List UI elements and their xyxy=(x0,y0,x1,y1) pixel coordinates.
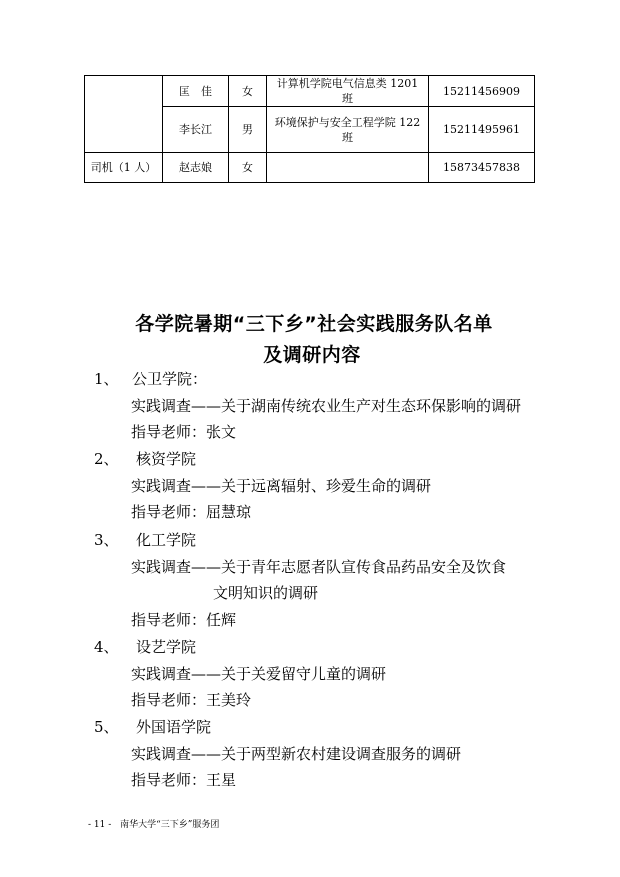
gender-cell: 男 xyxy=(229,107,267,153)
gender-cell: 女 xyxy=(229,153,267,183)
member-table xyxy=(84,75,535,183)
section-college: 公卫学院： xyxy=(132,370,208,388)
section-number: 3、 xyxy=(94,531,119,549)
table-row xyxy=(85,153,535,183)
role-cell: 司机（1 人） xyxy=(85,153,163,183)
name-cell: 李长江 xyxy=(163,107,229,153)
page-subtitle: 及调研内容 xyxy=(263,344,361,366)
section-college: 化工学院 xyxy=(136,531,197,549)
dept-line: 班 xyxy=(342,130,353,144)
dept-cell xyxy=(267,107,429,153)
section-survey: 实践调查——关于青年志愿者队宣传食品药品安全及饮食 xyxy=(131,558,507,576)
gender-cell: 女 xyxy=(229,76,267,107)
role-cell xyxy=(85,76,163,153)
section-survey: 实践调查——关于两型新农村建设调查服务的调研 xyxy=(131,745,462,763)
dept-line: 环境保护与安全工程学院 122 xyxy=(274,115,421,129)
section-survey-continued: 文明知识的调研 xyxy=(213,584,319,602)
section-college: 核资学院 xyxy=(136,450,197,468)
section-survey: 实践调查——关于湖南传统农业生产对生态环保影响的调研 xyxy=(131,397,522,415)
section-teacher: 指导老师：屈慧琼 xyxy=(131,503,252,521)
section-number: 5、 xyxy=(94,718,119,736)
phone-cell: 15873457838 xyxy=(429,153,535,183)
page-footer xyxy=(88,817,225,830)
page-title: 各学院暑期“三下乡”社会实践服务队名单 xyxy=(135,313,493,335)
section-teacher: 指导老师：王星 xyxy=(131,771,237,789)
footer-org: 南华大学“三下乡”服务团 xyxy=(120,820,220,830)
section-college: 外国语学院 xyxy=(136,718,212,736)
section-survey: 实践调查——关于远离辐射、珍爱生命的调研 xyxy=(131,477,432,495)
section-college: 设艺学院 xyxy=(136,638,197,656)
table-row xyxy=(85,76,535,107)
section-teacher: 指导老师：任辉 xyxy=(131,611,237,629)
section-number: 1、 xyxy=(94,370,119,388)
section-teacher: 指导老师：王美玲 xyxy=(131,691,252,709)
dept-cell xyxy=(267,153,429,183)
section-survey: 实践调查——关于关爱留守儿童的调研 xyxy=(131,665,387,683)
phone-cell: 15211456909 xyxy=(429,76,535,107)
section-number: 2、 xyxy=(94,450,119,468)
name-cell: 匡 佳 xyxy=(163,76,229,107)
section-teacher: 指导老师：张文 xyxy=(131,423,237,441)
page-number: - 11 - xyxy=(88,820,112,830)
dept-cell: 计算机学院电气信息类 1201 班 xyxy=(267,76,429,107)
section-number: 4、 xyxy=(94,638,119,656)
name-cell: 赵志娘 xyxy=(163,153,229,183)
phone-cell: 15211495961 xyxy=(429,107,535,153)
